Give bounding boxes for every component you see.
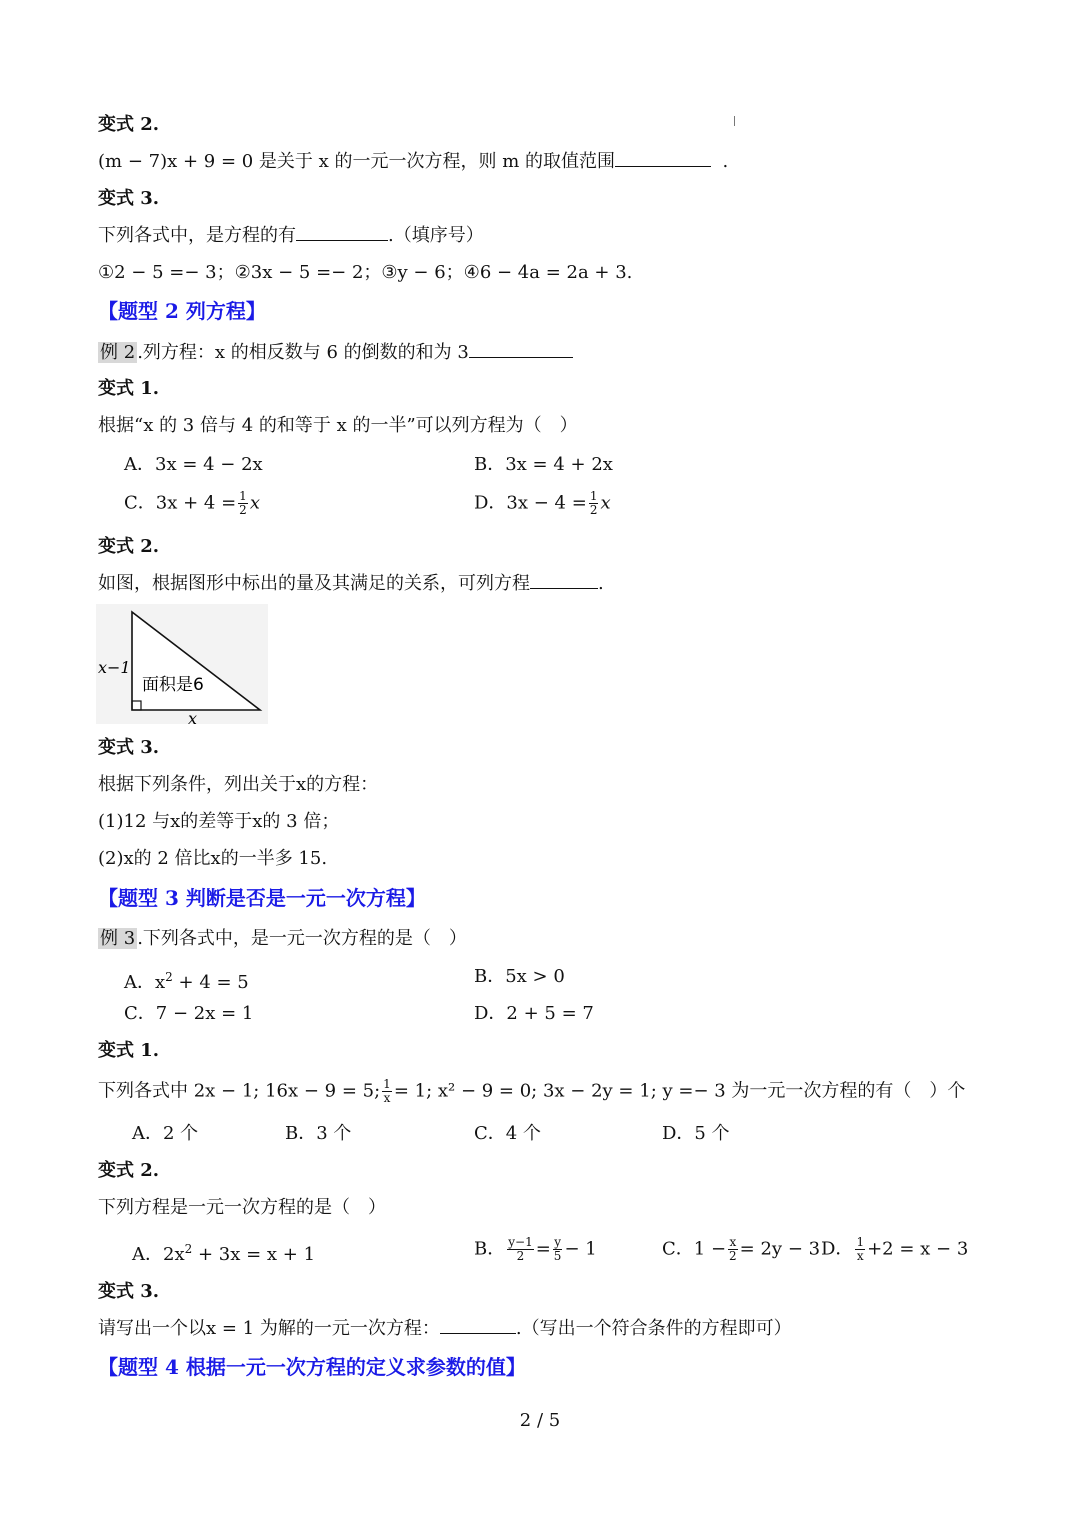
fraction-denominator: 2 [516, 1249, 525, 1263]
fraction [855, 1236, 865, 1263]
option-c[interactable]: C．7 − 2x = 1 [124, 1003, 254, 1024]
variant-title: 变式 2. [98, 536, 160, 557]
option-b[interactable] [474, 1236, 597, 1263]
exponent: 2 [165, 970, 173, 984]
question-stem: .列方程：x 的相反数与 6 的倒数的和为 3 [137, 342, 469, 363]
variant-title: 变式 3. [98, 188, 160, 209]
question-text [98, 148, 728, 175]
option-text: C．1 − [662, 1238, 727, 1260]
question-text: 下列方程是一元一次方程的是（ ） [98, 1197, 386, 1218]
question-tail: . [722, 151, 729, 172]
question-stem: 请写出一个以x = 1 为解的一元一次方程： [98, 1318, 440, 1339]
option-text: C．3x + 4 = [124, 492, 237, 514]
variant-title: 变式 2. [98, 114, 160, 135]
question-stem: 下列各式中，是方程的有 [98, 225, 296, 246]
option-b[interactable]: B．5x > 0 [474, 966, 565, 987]
option-c[interactable]: C．4 个 [474, 1123, 541, 1144]
option-d[interactable] [821, 1236, 968, 1263]
option-text: − 1 [564, 1238, 597, 1260]
option-a[interactable] [124, 964, 249, 996]
variable: x [600, 492, 611, 514]
answer-blank[interactable] [296, 222, 388, 241]
example-question [98, 339, 573, 366]
example-label: 例 3 [100, 928, 136, 949]
answer-blank[interactable] [469, 339, 573, 358]
item-list: ①2 − 5 =− 3；②3x − 5 =− 2；③y − 6；④6 − 4a = 2a + 3. [98, 262, 633, 283]
option-c[interactable] [124, 490, 260, 517]
fraction-numerator: 1 [383, 1077, 391, 1091]
option-c[interactable] [662, 1236, 820, 1263]
question-stem: 如图，根据图形中标出的量及其满足的关系，可列方程 [98, 573, 530, 594]
example-label: 例 2 [100, 342, 136, 363]
question-tail: .（写出一个符合条件的方程即可） [515, 1318, 792, 1339]
variable: x [249, 492, 260, 514]
variant-title: 变式 2. [98, 1160, 160, 1181]
option-a[interactable] [132, 1236, 315, 1268]
fraction-denominator: x [383, 1091, 391, 1105]
page-number: 2 / 5 [519, 1410, 561, 1431]
fraction-numerator: 1 [239, 489, 247, 503]
fraction-numerator: x [729, 1235, 737, 1249]
question-text [98, 1078, 965, 1105]
option-text: A．x [124, 972, 166, 993]
option-text: D． [821, 1238, 854, 1260]
option-a[interactable]: A．2 个 [132, 1123, 199, 1144]
area-label: 面积是6 [142, 675, 204, 695]
question-text: 根据“x 的 3 倍与 4 的和等于 x 的一半”可以列方程为（ ） [98, 415, 578, 436]
sub-question: (1)12 与x的差等于x的 3 倍； [98, 811, 340, 832]
question-text [98, 570, 604, 597]
option-text: D．3x − 4 = [474, 492, 587, 514]
question-stem: .下列各式中，是一元一次方程的是（ ） [137, 928, 467, 949]
example-question [98, 926, 467, 952]
fraction-denominator: 2 [729, 1249, 737, 1263]
side-label: x−1 [98, 658, 131, 677]
triangle-figure [96, 604, 268, 724]
answer-blank[interactable] [615, 148, 711, 167]
section-heading: 【题型 4 根据一元一次方程的定义求参数的值】 [98, 1355, 526, 1379]
question-tail: . [598, 573, 604, 594]
variant-title: 变式 3. [98, 1281, 160, 1302]
variant-title: 变式 1. [98, 1040, 160, 1061]
variant-title: 变式 1. [98, 378, 160, 399]
option-b[interactable]: B．3x = 4 + 2x [474, 454, 613, 475]
fraction [553, 1236, 563, 1263]
question-stem: 下列各式中 2x − 1; 16x − 9 = 5; [98, 1080, 381, 1102]
exponent: 2 [184, 1242, 193, 1256]
question-stem: (m − 7)x + 9 = 0 是关于 x 的一元一次方程，则 m 的取值范围 [98, 151, 616, 172]
fraction-numerator: y [554, 1235, 561, 1249]
fraction [589, 490, 599, 517]
question-tail: = 1; x² − 9 = 0; 3x − 2y = 1; y =− 3 为一元一次方程的有（ ）个 [393, 1080, 966, 1102]
fraction [507, 1236, 533, 1263]
option-text: = 2y − 3 [739, 1238, 821, 1260]
option-text: A．2x [132, 1244, 185, 1265]
fraction [382, 1078, 392, 1105]
option-d[interactable]: D．2 + 5 = 7 [474, 1003, 594, 1024]
section-heading: 【题型 2 列方程】 [98, 299, 266, 323]
margin-mark [734, 116, 735, 126]
question-text: 根据下列条件，列出关于x的方程： [98, 774, 379, 795]
option-text: = [535, 1238, 551, 1260]
option-d[interactable]: D．5 个 [662, 1123, 730, 1144]
fraction-denominator: x [856, 1249, 864, 1263]
option-a[interactable]: A．3x = 4 − 2x [124, 454, 263, 475]
question-text [98, 222, 484, 249]
fraction-denominator: 5 [553, 1249, 562, 1263]
section-heading: 【题型 3 判断是否是一元一次方程】 [98, 886, 426, 910]
question-text [98, 1315, 792, 1342]
fraction-denominator: 2 [589, 503, 598, 517]
option-text: +2 = x − 3 [867, 1238, 969, 1260]
fraction [728, 1236, 738, 1263]
base-label: x [188, 709, 198, 724]
option-text: B． [474, 1238, 506, 1260]
option-b[interactable]: B．3 个 [285, 1123, 352, 1144]
fraction-numerator: 1 [589, 489, 598, 503]
fraction [238, 490, 248, 517]
option-text: + 3x = x + 1 [192, 1244, 316, 1265]
variant-title: 变式 3. [98, 737, 160, 758]
answer-blank[interactable] [440, 1315, 516, 1334]
option-d[interactable] [474, 490, 611, 517]
answer-blank[interactable] [530, 570, 598, 589]
sub-question: (2)x的 2 倍比x的一半多 15. [98, 848, 328, 869]
fraction-numerator: y−1 [508, 1235, 533, 1249]
fraction-numerator: 1 [856, 1235, 865, 1249]
fraction-denominator: 2 [239, 503, 247, 517]
option-text: + 4 = 5 [172, 972, 249, 993]
question-tail: .（填序号） [388, 225, 484, 246]
